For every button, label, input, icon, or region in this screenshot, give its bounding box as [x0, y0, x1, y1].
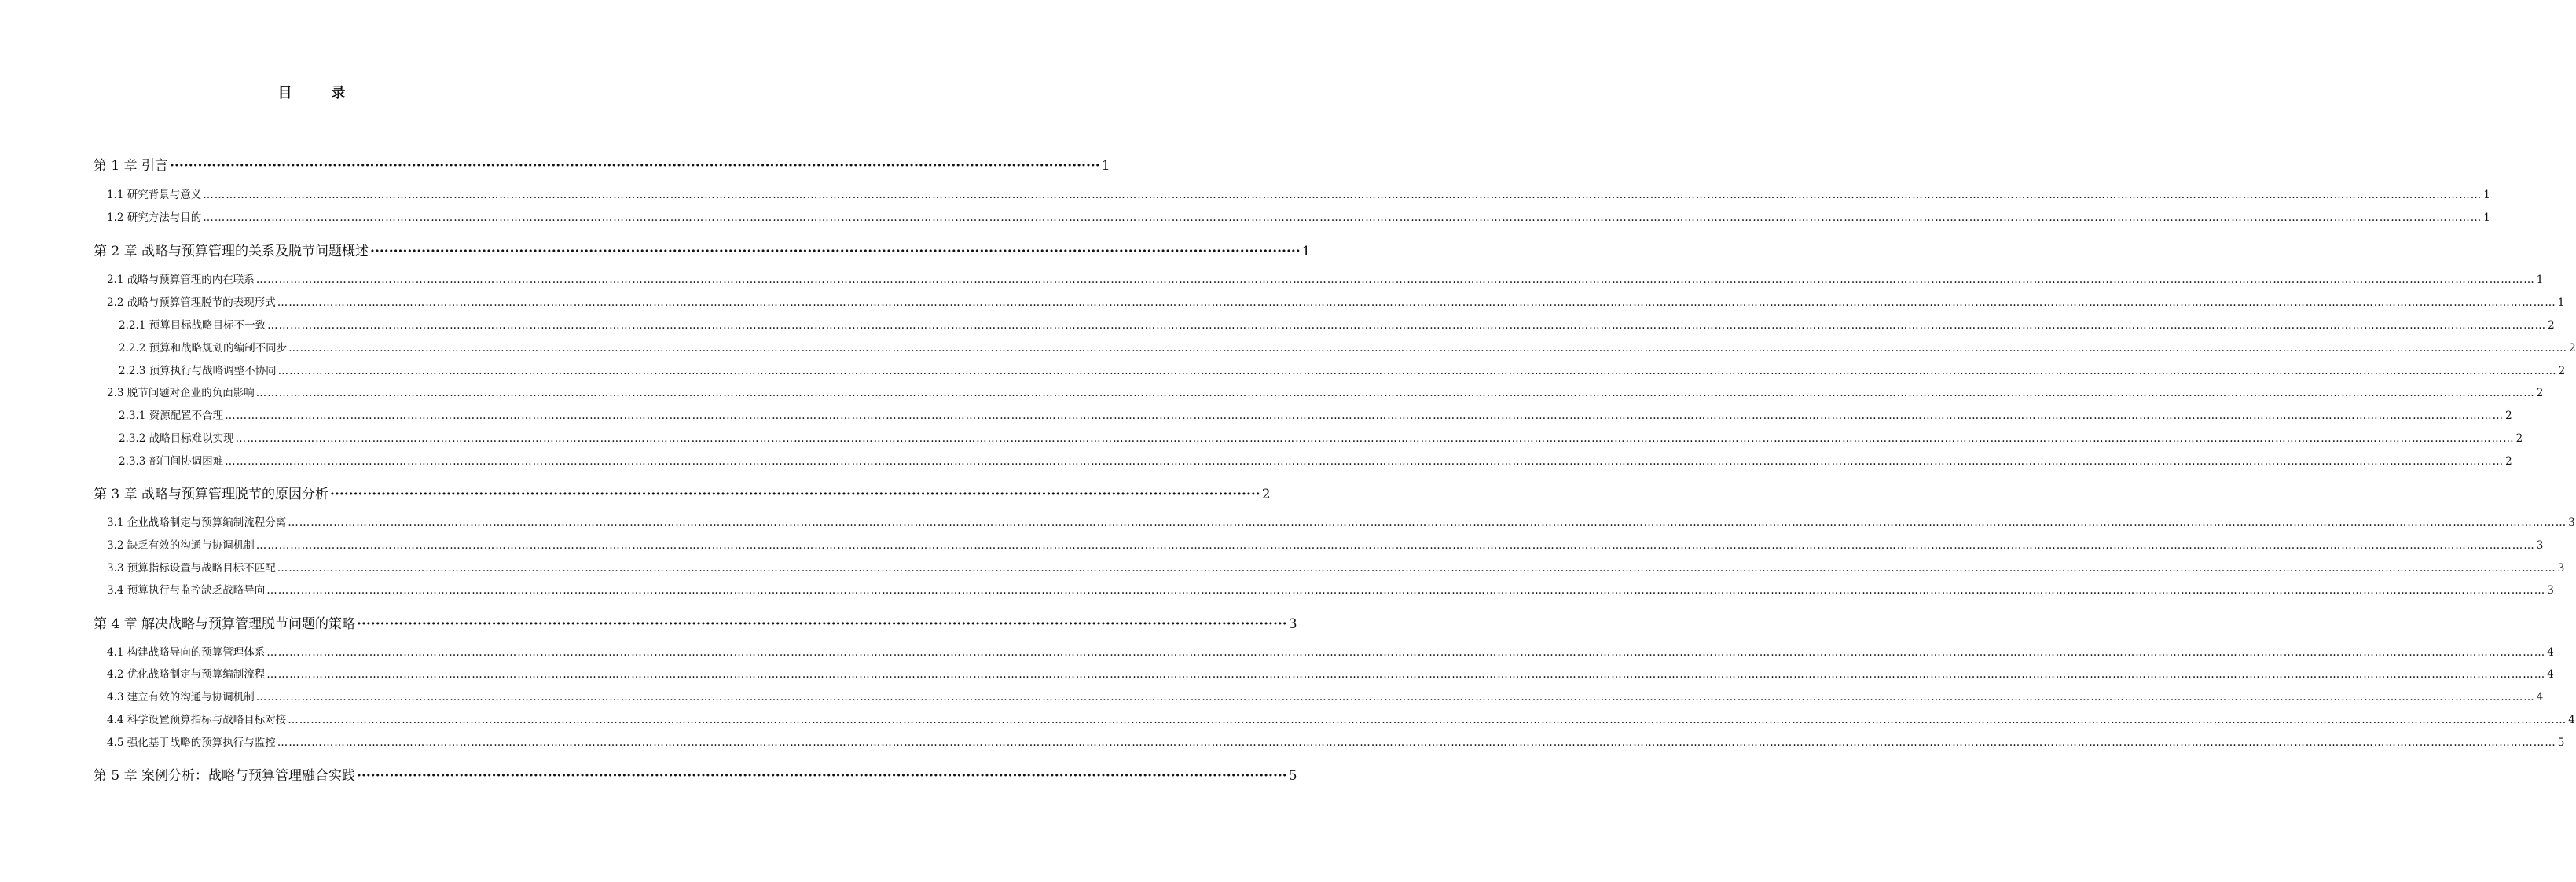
toc-entry-section	[107, 643, 2554, 659]
toc-page-number: 3	[2557, 562, 2565, 575]
dot-leader: ········································································································································································································	[357, 616, 1287, 632]
toc-entry-label: 第 3 章 战略与预算管理脱节的原因分析	[94, 487, 329, 502]
toc-entry-chapter	[94, 612, 1297, 632]
toc-entry-label: 4.5 强化基于战略的预算执行与监控	[107, 737, 276, 749]
toc-entry-chapter	[94, 764, 1297, 784]
toc-entry-label: 3.3 预算指标设置与战略目标不匹配	[107, 562, 276, 575]
dot-leader: ……………………………………………………………………………………………………………………………………………………………………………………………………………………………………………………………………………………………………………………………………………………………………………………………………………………………………………………………………………………………………………………………………………………	[225, 410, 2504, 422]
dot-leader: ……………………………………………………………………………………………………………………………………………………………………………………………………………………………………………………………………………………………………………………………………………………………………………………………………………………………………………………………………………………………………………………………………………………	[277, 737, 2556, 749]
dot-leader: ········································································································································································································	[357, 768, 1287, 784]
toc-page-number: 1	[2557, 296, 2565, 309]
toc-page-number: 4	[2536, 691, 2544, 704]
toc-entry-subsection	[119, 406, 2512, 422]
dot-leader: ……………………………………………………………………………………………………………………………………………………………………………………………………………………………………………………………………………………………………………………………………………………………………………………………………………………………………………………………………………………………………………………………………………………	[266, 668, 2546, 681]
toc-entry-label: 3.2 缺乏有效的沟通与协调机制	[107, 539, 255, 552]
toc-page-number: 5	[1288, 768, 1297, 784]
toc-page-number: 1	[1301, 244, 1311, 259]
toc-entry-label: 2.3.3 部门间协调困难	[119, 455, 224, 468]
toc-entry-subsection	[119, 429, 2523, 445]
dot-leader: ……………………………………………………………………………………………………………………………………………………………………………………………………………………………………………………………………………………………………………………………………………………………………………………………………………………………………………………………………………………………………………………………………………………	[288, 714, 2567, 726]
toc-entry-section	[107, 293, 2565, 309]
toc-page-number: 1	[1101, 158, 1110, 174]
toc-page-number: 2	[2569, 342, 2576, 355]
toc-entry-section	[107, 711, 2575, 726]
toc-entry-section	[107, 186, 2490, 201]
toc-entry-section	[107, 513, 2575, 529]
toc-entry-section	[107, 536, 2544, 552]
toc-page-number: 2	[2548, 319, 2555, 332]
toc-page-number: 3	[2536, 539, 2544, 552]
toc-entry-subsection	[119, 452, 2512, 468]
dot-leader: ········································································································································································································	[170, 158, 1100, 174]
toc-entry-label: 2.2.3 预算执行与战略调整不协同	[119, 365, 277, 377]
dot-leader: ……………………………………………………………………………………………………………………………………………………………………………………………………………………………………………………………………………………………………………………………………………………………………………………………………………………………………………………………………………………………………………………………………………………	[288, 342, 2568, 355]
toc-page-number: 2	[1261, 487, 1271, 502]
toc-page-number: 1	[2536, 274, 2544, 286]
dot-leader: ……………………………………………………………………………………………………………………………………………………………………………………………………………………………………………………………………………………………………………………………………………………………………………………………………………………………………………………………………………………………………………………………………………………	[277, 296, 2556, 309]
toc-entry-label: 4.2 优化战略制定与预算编制流程	[107, 668, 266, 681]
toc-entry-label: 4.1 构建战略导向的预算管理体系	[107, 646, 266, 659]
dot-leader: ……………………………………………………………………………………………………………………………………………………………………………………………………………………………………………………………………………………………………………………………………………………………………………………………………………………………………………………………………………………………………………………………………………………	[255, 691, 2535, 704]
dot-leader: ……………………………………………………………………………………………………………………………………………………………………………………………………………………………………………………………………………………………………………………………………………………………………………………………………………………………………………………………………………………………………………………………………………………	[267, 319, 2547, 332]
toc-entry-section	[107, 688, 2544, 704]
toc-entry-label: 2.1 战略与预算管理的内在联系	[107, 274, 255, 286]
dot-leader: ……………………………………………………………………………………………………………………………………………………………………………………………………………………………………………………………………………………………………………………………………………………………………………………………………………………………………………………………………………………………………………………………………………………	[203, 189, 2482, 201]
toc-entry-label: 2.2.1 预算目标战略目标不一致	[119, 319, 266, 332]
toc-entry-section	[107, 733, 2565, 749]
dot-leader: ……………………………………………………………………………………………………………………………………………………………………………………………………………………………………………………………………………………………………………………………………………………………………………………………………………………………………………………………………………………………………………………………………………………	[288, 516, 2567, 529]
toc-entry-subsection	[119, 339, 2576, 355]
toc-entry-subsection	[119, 316, 2555, 332]
toc-entry-chapter	[94, 240, 1311, 259]
toc-page-number: 2	[2505, 455, 2512, 468]
dot-leader: ……………………………………………………………………………………………………………………………………………………………………………………………………………………………………………………………………………………………………………………………………………………………………………………………………………………………………………………………………………………………………………………………………………………	[277, 365, 2557, 377]
toc-entry-label: 1.1 研究背景与意义	[107, 189, 202, 201]
dot-leader: ……………………………………………………………………………………………………………………………………………………………………………………………………………………………………………………………………………………………………………………………………………………………………………………………………………………………………………………………………………………………………………………………………………………	[266, 584, 2546, 597]
toc-page-number: 4	[2547, 668, 2554, 681]
toc-page-number: 4	[2568, 714, 2575, 726]
toc-entry-section	[107, 665, 2554, 681]
toc-entry-label: 2.2 战略与预算管理脱节的表现形式	[107, 296, 276, 309]
toc-page-number: 2	[2558, 365, 2566, 377]
toc-page-number: 2	[2515, 432, 2523, 445]
toc-entry-section	[107, 270, 2544, 286]
dot-leader: ……………………………………………………………………………………………………………………………………………………………………………………………………………………………………………………………………………………………………………………………………………………………………………………………………………………………………………………………………………………………………………………………………………………	[255, 274, 2535, 286]
toc-page-number: 2	[2536, 387, 2544, 399]
toc-entry-section	[107, 559, 2565, 575]
dot-leader: ········································································································································································································	[330, 487, 1260, 502]
dot-leader: ……………………………………………………………………………………………………………………………………………………………………………………………………………………………………………………………………………………………………………………………………………………………………………………………………………………………………………………………………………………………………………………………………………………	[255, 387, 2535, 399]
toc-entry-label: 4.3 建立有效的沟通与协调机制	[107, 691, 255, 704]
toc-page-number: 4	[2547, 646, 2554, 659]
toc-entry-label: 第 1 章 引言	[94, 158, 169, 174]
toc-page-number: 1	[2483, 189, 2490, 201]
toc-entry-label: 3.4 预算执行与监控缺乏战略导向	[107, 584, 266, 597]
toc-entry-label: 第 2 章 战略与预算管理的关系及脱节问题概述	[94, 244, 369, 259]
toc-entry-chapter	[94, 154, 1110, 174]
toc-entry-label: 2.3.1 资源配置不合理	[119, 410, 224, 422]
toc-entry-chapter	[94, 483, 1271, 502]
toc-entry-section	[107, 208, 2490, 224]
dot-leader: ……………………………………………………………………………………………………………………………………………………………………………………………………………………………………………………………………………………………………………………………………………………………………………………………………………………………………………………………………………………………………………………………………………………	[203, 211, 2482, 224]
toc-page-number: 3	[2568, 516, 2575, 529]
dot-leader: ……………………………………………………………………………………………………………………………………………………………………………………………………………………………………………………………………………………………………………………………………………………………………………………………………………………………………………………………………………………………………………………………………………………	[235, 432, 2515, 445]
toc-entry-label: 4.4 科学设置预算指标与战略目标对接	[107, 714, 287, 726]
toc-entry-label: 2.3 脱节问题对企业的负面影响	[107, 387, 255, 399]
toc-entry-section	[107, 384, 2544, 399]
toc-entry-section	[107, 581, 2554, 597]
toc-title: 目 录	[277, 85, 358, 101]
toc-page-number: 2	[2505, 410, 2512, 422]
toc-page-number: 5	[2557, 737, 2565, 749]
toc-entry-label: 2.2.2 预算和战略规划的编制不同步	[119, 342, 288, 355]
toc-page-number: 3	[2547, 584, 2554, 597]
toc-page-number: 3	[1288, 616, 1297, 632]
dot-leader: ……………………………………………………………………………………………………………………………………………………………………………………………………………………………………………………………………………………………………………………………………………………………………………………………………………………………………………………………………………………………………………………………………………………	[266, 646, 2546, 659]
dot-leader: ……………………………………………………………………………………………………………………………………………………………………………………………………………………………………………………………………………………………………………………………………………………………………………………………………………………………………………………………………………………………………………………………………………………	[255, 539, 2535, 552]
toc-entry-label: 1.2 研究方法与目的	[107, 211, 202, 224]
dot-leader: ……………………………………………………………………………………………………………………………………………………………………………………………………………………………………………………………………………………………………………………………………………………………………………………………………………………………………………………………………………………………………………………………………………………	[225, 455, 2504, 468]
toc-entry-label: 3.1 企业战略制定与预算编制流程分离	[107, 516, 287, 529]
toc-entry-label: 2.3.2 战略目标难以实现	[119, 432, 234, 445]
toc-entry-subsection	[119, 362, 2566, 377]
dot-leader: ········································································································································································································	[370, 244, 1301, 259]
toc-page-number: 1	[2483, 211, 2490, 224]
toc-entry-label: 第 5 章 案例分析：战略与预算管理融合实践	[94, 768, 356, 784]
toc-entry-label: 第 4 章 解决战略与预算管理脱节问题的策略	[94, 616, 356, 632]
dot-leader: ……………………………………………………………………………………………………………………………………………………………………………………………………………………………………………………………………………………………………………………………………………………………………………………………………………………………………………………………………………………………………………………………………………………	[277, 562, 2556, 575]
